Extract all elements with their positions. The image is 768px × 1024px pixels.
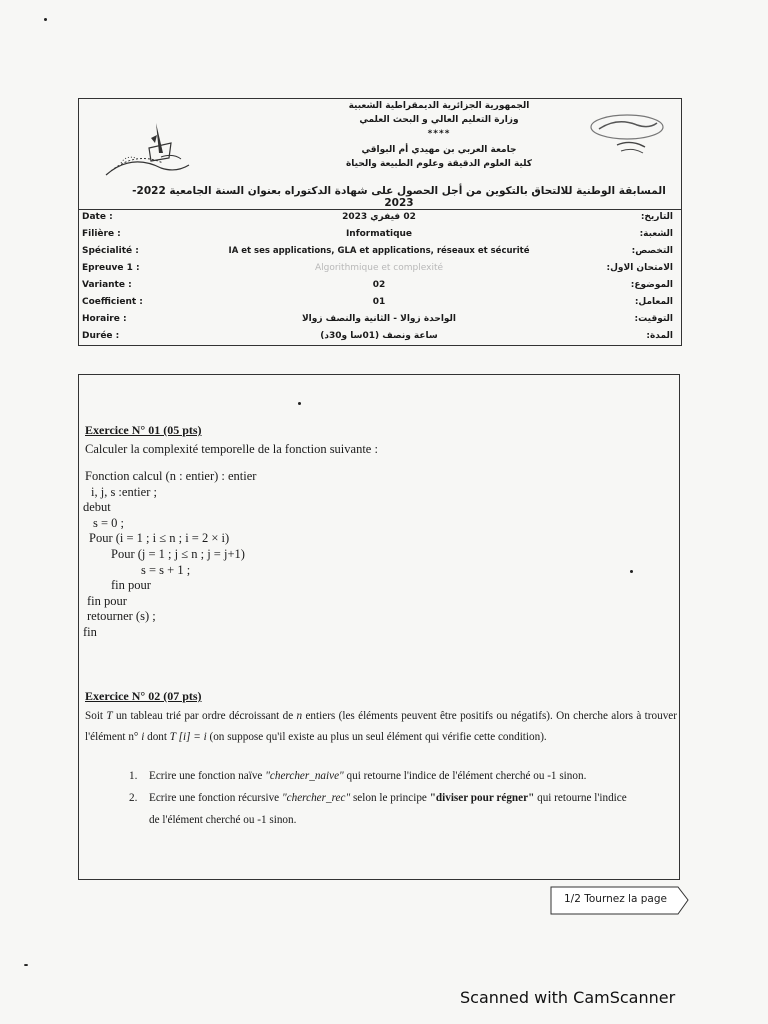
text: Soit xyxy=(85,710,107,722)
text: selon le principe xyxy=(350,792,430,804)
code-line: fin pour xyxy=(111,578,151,592)
text: qui retourne l'indice de l'élément cherché ou -1 sinon. xyxy=(343,770,587,782)
question-1-line xyxy=(127,766,586,787)
scan-speck xyxy=(44,18,47,21)
text: un tableau trié par ordre décroissant de xyxy=(112,710,297,722)
faculty-name: كلية العلوم الدقيقة وعلوم الطبيعة والحياة xyxy=(345,159,532,169)
info-row-duree xyxy=(79,329,681,346)
info-row-coefficient xyxy=(79,295,681,312)
label-ar: الشعبة: xyxy=(639,229,673,239)
code-line: Fonction calcul (n : entier) : entier xyxy=(85,469,257,483)
faculty-logo-icon xyxy=(587,109,667,159)
label-fr: Variante : xyxy=(82,280,132,290)
label-ar: التوقيت: xyxy=(634,314,673,324)
code-line: i, j, s :entier ; xyxy=(91,485,157,499)
label-fr: Durée : xyxy=(82,331,120,341)
expr: T [i] = i xyxy=(169,731,207,743)
value: IA et ses applications, GLA et applications, réseaux et sécurité xyxy=(228,246,530,256)
code-line: s = s + 1 ; xyxy=(141,563,191,577)
code-line: debut xyxy=(83,500,111,514)
text: dont xyxy=(144,731,170,743)
text: Ecrire une fonction récursive xyxy=(149,792,282,804)
label-ar: المعامل: xyxy=(634,297,673,307)
label-fr: Date : xyxy=(82,212,113,222)
function-name: "chercher_rec" xyxy=(281,792,351,804)
info-row-epreuve xyxy=(79,261,681,278)
exam-header xyxy=(78,98,682,210)
label-ar: المدة: xyxy=(646,331,673,341)
code-line: Pour (i = 1 ; i ≤ n ; i = 2 × i) xyxy=(89,531,230,545)
value: 01 xyxy=(372,297,386,307)
code-line: Pour (j = 1 ; j ≤ n ; j = j+1) xyxy=(111,547,245,561)
label-fr: Epreuve 1 : xyxy=(82,263,140,273)
ministry-name: وزارة التعليم العالي و البحث العلمي xyxy=(359,115,519,125)
exercise2-statement xyxy=(85,706,677,748)
code-line: fin xyxy=(83,625,97,639)
scan-speck xyxy=(630,570,633,573)
scan-speck xyxy=(24,964,28,966)
var-n: n xyxy=(296,710,303,722)
label-fr: Horaire : xyxy=(82,314,127,324)
info-row-filiere xyxy=(79,227,681,244)
info-row-date xyxy=(79,210,681,227)
scanner-watermark: Scanned with CamScanner xyxy=(460,988,676,1007)
page-indicator xyxy=(550,886,684,914)
exercise1-statement: Calculer la complexité temporelle de la fonction suivante : xyxy=(85,442,378,456)
label-fr: Spécialité : xyxy=(82,246,139,256)
label-ar: التخصص: xyxy=(631,246,673,256)
value: Algorithmique et complexité xyxy=(314,263,444,273)
question-number: 2. xyxy=(129,792,138,804)
label-ar: التاريخ: xyxy=(640,212,673,222)
text: qui retourne l'indice xyxy=(534,792,627,804)
info-row-specialite xyxy=(79,244,681,261)
info-row-horaire xyxy=(79,312,681,329)
university-logo-icon xyxy=(101,113,191,183)
question-number: 1. xyxy=(129,770,138,782)
text: entiers (les éléments peuvent être positifs ou négatifs). On cherche alors à trouver l'élément n° xyxy=(85,710,677,743)
label-ar: الامتحان الاول: xyxy=(606,263,673,273)
value: الواحدة زوالا - الثانية والنصف زوالا xyxy=(301,314,457,324)
stars-separator: **** xyxy=(427,129,451,139)
value: ساعة ونصف (01سا و30د) xyxy=(320,331,438,341)
scan-speck xyxy=(298,402,301,405)
text: Ecrire une fonction naïve xyxy=(149,770,266,782)
info-row-variante xyxy=(79,278,681,295)
exercises-frame xyxy=(78,374,680,880)
label-ar: الموضوع: xyxy=(630,280,673,290)
exam-info-table xyxy=(78,208,682,346)
label-fr: Filière : xyxy=(82,229,121,239)
code-line: fin pour xyxy=(87,594,127,608)
label-fr: Coefficient : xyxy=(82,297,143,307)
question-2-line2: de l'élément cherché ou -1 sinon. xyxy=(149,814,297,826)
value: 02 xyxy=(372,280,386,290)
exercise1-title: Exercice N° 01 (05 pts) xyxy=(85,423,202,437)
text: (on suppose qu'il existe au plus un seul élément qui vérifie cette condition). xyxy=(206,731,547,743)
competition-title: المسابقة الوطنية للالتحاق بالتكوين من أجل الحصول على شهادة الدكتوراه بعنوان السنة الجامعية 2022-2023 xyxy=(132,185,666,209)
code-line: s = 0 ; xyxy=(93,516,125,530)
function-name: "chercher_naive" xyxy=(265,770,344,782)
republic-name: الجمهورية الجزائرية الديمقراطية الشعبية xyxy=(348,101,530,111)
page-indicator-label: 1/2 Tournez la page xyxy=(564,893,667,905)
question-2-line xyxy=(127,788,627,809)
university-name: جامعة العربي بن مهيدي أم البواقي xyxy=(361,145,517,155)
var-t: T xyxy=(106,710,113,722)
value: Informatique xyxy=(345,229,413,239)
value: 02 فيفري 2023 xyxy=(342,212,416,222)
exercise2-title: Exercice N° 02 (07 pts) xyxy=(85,689,202,703)
principle: "diviser pour régner" xyxy=(429,792,535,804)
code-line: retourner (s) ; xyxy=(87,609,156,623)
var-i: i xyxy=(141,731,145,743)
